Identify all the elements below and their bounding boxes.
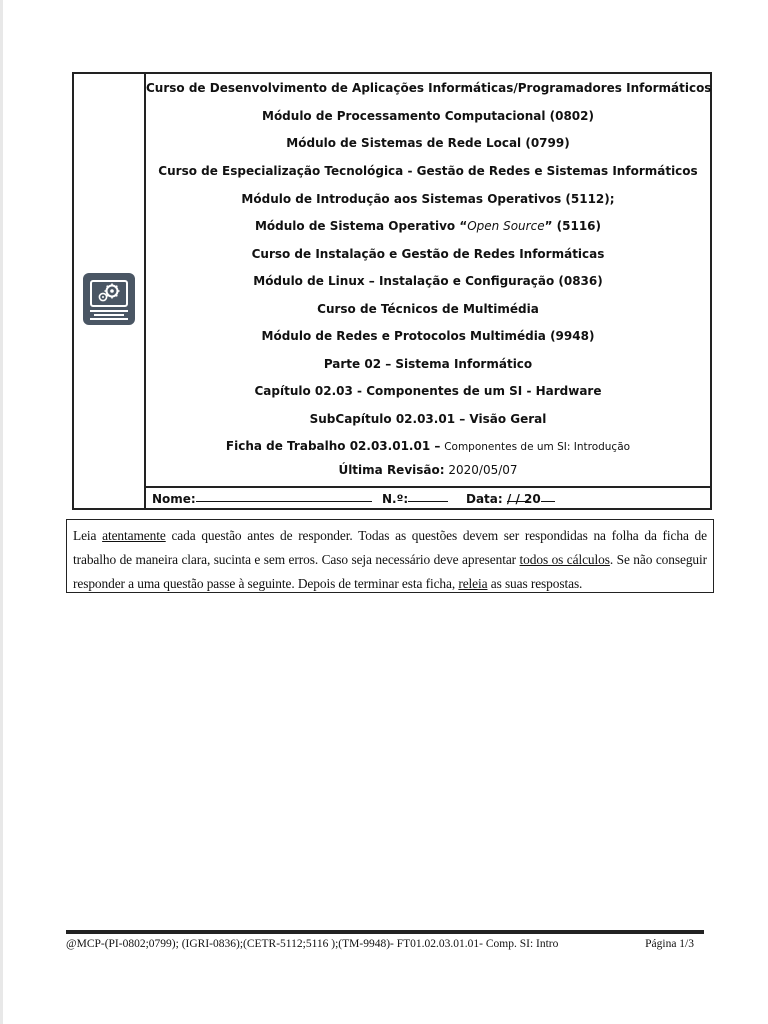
date-year-blank[interactable] (541, 488, 555, 502)
date-month-blank[interactable] (515, 488, 529, 502)
subchapter-title: SubCapítulo 02.03.01 – Visão Geral (309, 412, 547, 426)
last-revision: Última Revisão: 2020/05/07 (338, 463, 518, 477)
date-field[interactable]: Data: / / 20 (466, 488, 541, 510)
logo-column (74, 74, 146, 508)
page-number: Página 1/3 (645, 938, 694, 950)
student-info-row (146, 488, 710, 510)
number-blank[interactable] (408, 488, 448, 502)
course-title-3: Curso de Instalação e Gestão de Redes Informáticas (251, 247, 605, 261)
part-title: Parte 02 – Sistema Informático (323, 357, 533, 371)
module-title-5: Módulo de Linux – Instalação e Configuração (0836) (253, 274, 603, 288)
number-field[interactable]: N.º: (382, 488, 408, 510)
chapter-title: Capítulo 02.03 - Componentes de um SI - Hardware (254, 384, 602, 398)
computer-gears-icon (82, 272, 136, 326)
module-title-1: Módulo de Processamento Computacional (0802) (262, 109, 594, 123)
header-box (72, 72, 712, 510)
module-title-6: Módulo de Redes e Protocolos Multimédia (9948) (261, 329, 595, 343)
scan-edge (0, 0, 3, 1024)
emphasis-atentamente: atentamente (102, 528, 166, 543)
footer-rule (66, 930, 704, 934)
instructions-box: Leia atentamente cada questão antes de responder. Todas as questões devem ser respondidas na folha da ficha de trabalho de maneira clara, sucinta e sem erros. Caso seja necessário deve apresentar todos os cálculos. Se não conseguir responder a uma questão passe à seguinte. Depois de terminar esta ficha, releia as suas respostas. (66, 519, 714, 593)
module-title-3: Módulo de Introdução aos Sistemas Operativos (5112); (241, 192, 615, 206)
course-title-4: Curso de Técnicos de Multimédia (317, 302, 539, 316)
worksheet-title: Ficha de Trabalho 02.03.01.01 – Componentes de um SI: Introdução (225, 439, 631, 453)
name-field[interactable]: Nome: (152, 488, 196, 510)
emphasis-releia: releia (458, 576, 488, 591)
module-title-2: Módulo de Sistemas de Rede Local (0799) (286, 136, 570, 150)
header-lines (146, 74, 710, 488)
module-title-4: Módulo de Sistema Operativo “Open Source” (5116) (254, 219, 602, 233)
name-blank[interactable] (196, 488, 372, 502)
course-title-2: Curso de Especialização Tecnológica - Gestão de Redes e Sistemas Informáticos (158, 164, 698, 178)
emphasis-calculos: todos os cálculos (519, 552, 610, 567)
course-title-1: Curso de Desenvolvimento de Aplicações Informáticas/Programadores Informáticos (146, 81, 712, 95)
footer-reference: @MCP-(PI-0802;0799); (IGRI-0836);(CETR-5112;5116 );(TM-9948)- FT01.02.03.01.01- Comp. SI: Intro (66, 938, 559, 950)
